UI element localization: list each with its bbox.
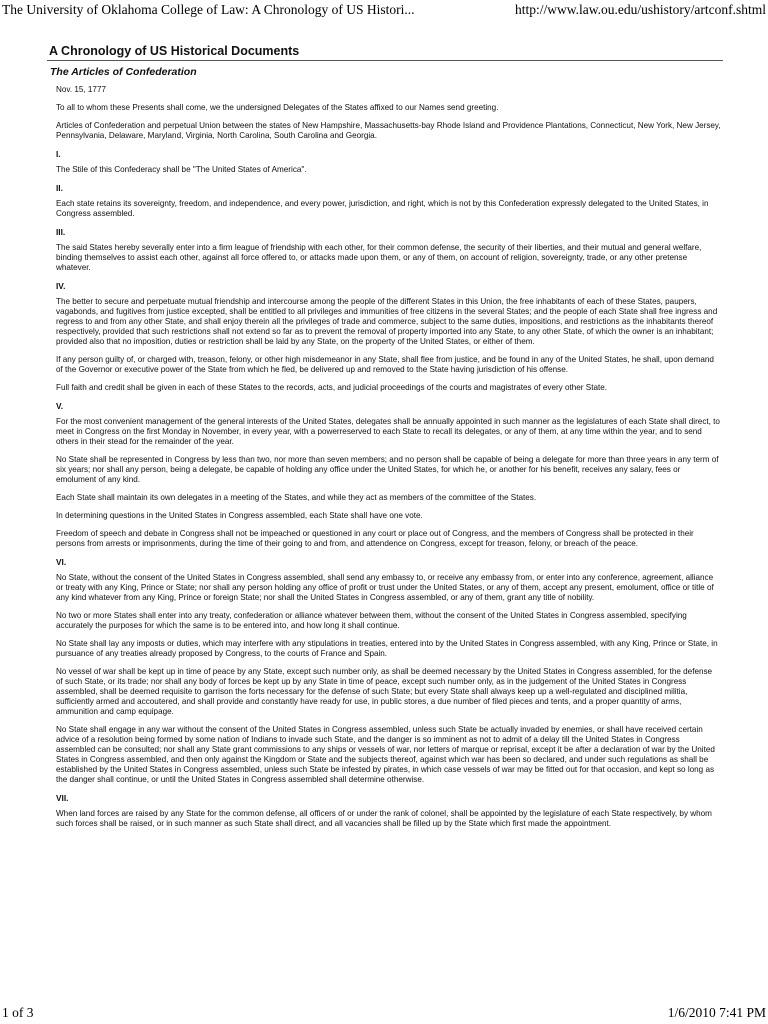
paragraph: No State shall engage in any war without the consent of the United States in Congress assembled, unless such State be actually invaded by enemies, or shall have received certain advice of a resolution being formed by some nation of Indians to invade such State, and the danger is so imminent as not to admit of a delay till the United States in Congress assembled can be consulted; nor shall any State grant commissions to any ships or vessels of war, nor letters of marque or reprisal, except it be after a declaration of war by the United States in Congress assembled, and then only against the Kingdom or State and the subjects thereof, against which war has been so declared, and under such regulations as shall be established by the United States in Congress assembled, unless such State be infested by pirates, in which case vessels of war may be fitted out for that occasion, and kept so long as the danger shall continue, or until the United States in Congress assembled shall determine otherwise.: [56, 725, 715, 784]
paragraph: Articles of Confederation and perpetual Union between the states of New Hampshire, Massachusetts-bay Rhode Island and Providence Plantations, Connecticut, New York, New Jersey, Pennsylvania, Delaware, Maryland, Virginia, North Carolina, South Carolina and Georgia.: [56, 121, 721, 140]
page-url: http://www.law.ou.edu/ushistory/artconf.shtml: [515, 2, 766, 17]
article-heading: IV.: [56, 281, 66, 291]
paragraph: No two or more States shall enter into any treaty, confederation or alliance whatever between them, without the consent of the United States in Congress assembled, specifying accurately the purposes for which the same is to be entered into, and how long it shall continue.: [56, 611, 687, 630]
article-heading: VII.: [56, 793, 69, 803]
paragraph: No State, without the consent of the United States in Congress assembled, shall send any embassy to, or receive any embassy from, or enter into any conference, agreement, alliance or treaty with any King, Prince or State; nor shall any person holding any office of profit or trust under the United States, or any of them, accept any present, emolument, office or title of any kind whatever from any King, Prince or foreign State; nor shall the United States in Congress assembled, or any of them, grant any title of nobility.: [56, 573, 714, 602]
paragraph: The better to secure and perpetuate mutual friendship and intercourse among the people of the different States in this Union, the free inhabitants of each of these States, paupers, vagabonds, and fugitives from justice excepted, shall be entitled to all privileges and immunities of free citizens in the several States; and the people of each State shall free ingress and regress to and from any other State, and shall enjoy therein all the privileges of trade and commerce, subject to the same duties, impositions, and restrictions as the inhabitants thereof respectively, provided that such restrictions shall not extend so far as to prevent the removal of property imported into any State, to any other State, of which the owner is an inhabitant; provided also that no imposition, duties or restriction shall be laid by any State, on the property of the United States, or either of them.: [56, 297, 718, 346]
document-body: [47, 85, 723, 829]
page-number: 1 of 3: [2, 1005, 34, 1020]
title-divider: [47, 60, 723, 61]
print-header: [0, 0, 768, 22]
paragraph: If any person guilty of, or charged with, treason, felony, or other high misdemeanor in any State, shall flee from justice, and be found in any of the United States, he shall, upon demand of the Governor or executive power of the State from which he fled, be delivered up and removed to the State having jurisdiction of his offense.: [56, 355, 714, 374]
document-title: A Chronology of US Historical Documents: [49, 44, 300, 58]
page-title-header: The University of Oklahoma College of Law: A Chronology of US Histori...: [2, 2, 415, 17]
paragraph: Full faith and credit shall be given in each of these States to the records, acts, and judicial proceedings of the courts and magistrates of every other State.: [56, 383, 608, 392]
print-datetime: 1/6/2010 7:41 PM: [667, 1005, 766, 1020]
document-subtitle: The Articles of Confederation: [50, 66, 197, 78]
paragraph: Each state retains its sovereignty, freedom, and independence, and every power, jurisdiction, and right, which is not by this Confederation expressly delegated to the United States, in Congress assembled.: [56, 199, 709, 218]
paragraph: To all to whom these Presents shall come, we the undersigned Delegates of the States affixed to our Names send greeting.: [56, 103, 499, 112]
paragraph: The said States hereby severally enter into a firm league of friendship with each other, for their common defense, the security of their liberties, and their mutual and general welfare, binding themselves to assist each other, against all force offered to, or attacks made upon them, or any of them, on account of religion, sovereignty, trade, or any other pretense whatever.: [56, 243, 702, 272]
paragraph: In determining questions in the United States in Congress assembled, each State shall have one vote.: [56, 511, 423, 520]
document-content: [47, 44, 723, 837]
paragraph: No State shall be represented in Congress by less than two, nor more than seven members; and no person shall be capable of being a delegate for more than three years in any term of six years; nor shall any person, being a delegate, be capable of holding any office under the United States, for which he, or another for his benefit, receives any salary, fees or emolument of any kind.: [56, 455, 719, 484]
paragraph: The Stile of this Confederacy shall be "The United States of America".: [56, 165, 307, 174]
article-heading: VI.: [56, 557, 67, 567]
paragraph: When land forces are raised by any State for the common defense, all officers of or under the rank of colonel, shall be appointed by the legislature of each State respectively, by whom such forces shall be raised, or in such manner as such State shall direct, and all vacancies shall be filled up by the State which first made the appointment.: [56, 809, 712, 828]
article-heading: II.: [56, 183, 63, 193]
paragraph: No vessel of war shall be kept up in time of peace by any State, except such number only, as shall be deemed necessary by the United States in Congress assembled, for the defense of such State, or its trade; nor shall any body of forces be kept up by any State in time of peace, except such number only, as in the judgement of the United States in Congress assembled, shall be deemed requisite to garrison the forts necessary for the defense of such State; but every State shall always keep up a well-regulated and disciplined militia, sufficiently armed and accoutered, and shall provide and constantly have ready for use, in public stores, a due number of filed pieces and tents, and a proper quantity of arms, ammunition and camp equipage.: [56, 667, 713, 716]
paragraph: Nov. 15, 1777: [56, 85, 106, 94]
article-heading: I.: [56, 149, 61, 159]
paragraph: Freedom of speech and debate in Congress shall not be impeached or questioned in any court or place out of Congress, and the members of Congress shall be protected in their persons from arrests or imprisonments, during the time of their going to and from, and attendence on Congress, except for treason, felony, or breach of the peace.: [56, 529, 694, 548]
paragraph: For the most convenient management of the general interests of the United States, delegates shall be annually appointed in such manner as the legislatures of each State shall direct, to meet in Congress on the first Monday in November, in every year, with a powerreserved to each State to recall its delegates, or any of them, at any time within the year, and to send others in their stead for the remainder of the year.: [56, 417, 720, 446]
print-footer: [0, 1005, 768, 1024]
article-heading: III.: [56, 227, 66, 237]
paragraph: No State shall lay any imposts or duties, which may interfere with any stipulations in treaties, entered into by the United States in Congress assembled, with any King, Prince or State, in pursuance of any treaties already proposed by Congress, to the courts of France and Spain.: [56, 639, 718, 658]
paragraph: Each State shall maintain its own delegates in a meeting of the States, and while they act as members of the committee of the States.: [56, 493, 537, 502]
article-heading: V.: [56, 401, 64, 411]
